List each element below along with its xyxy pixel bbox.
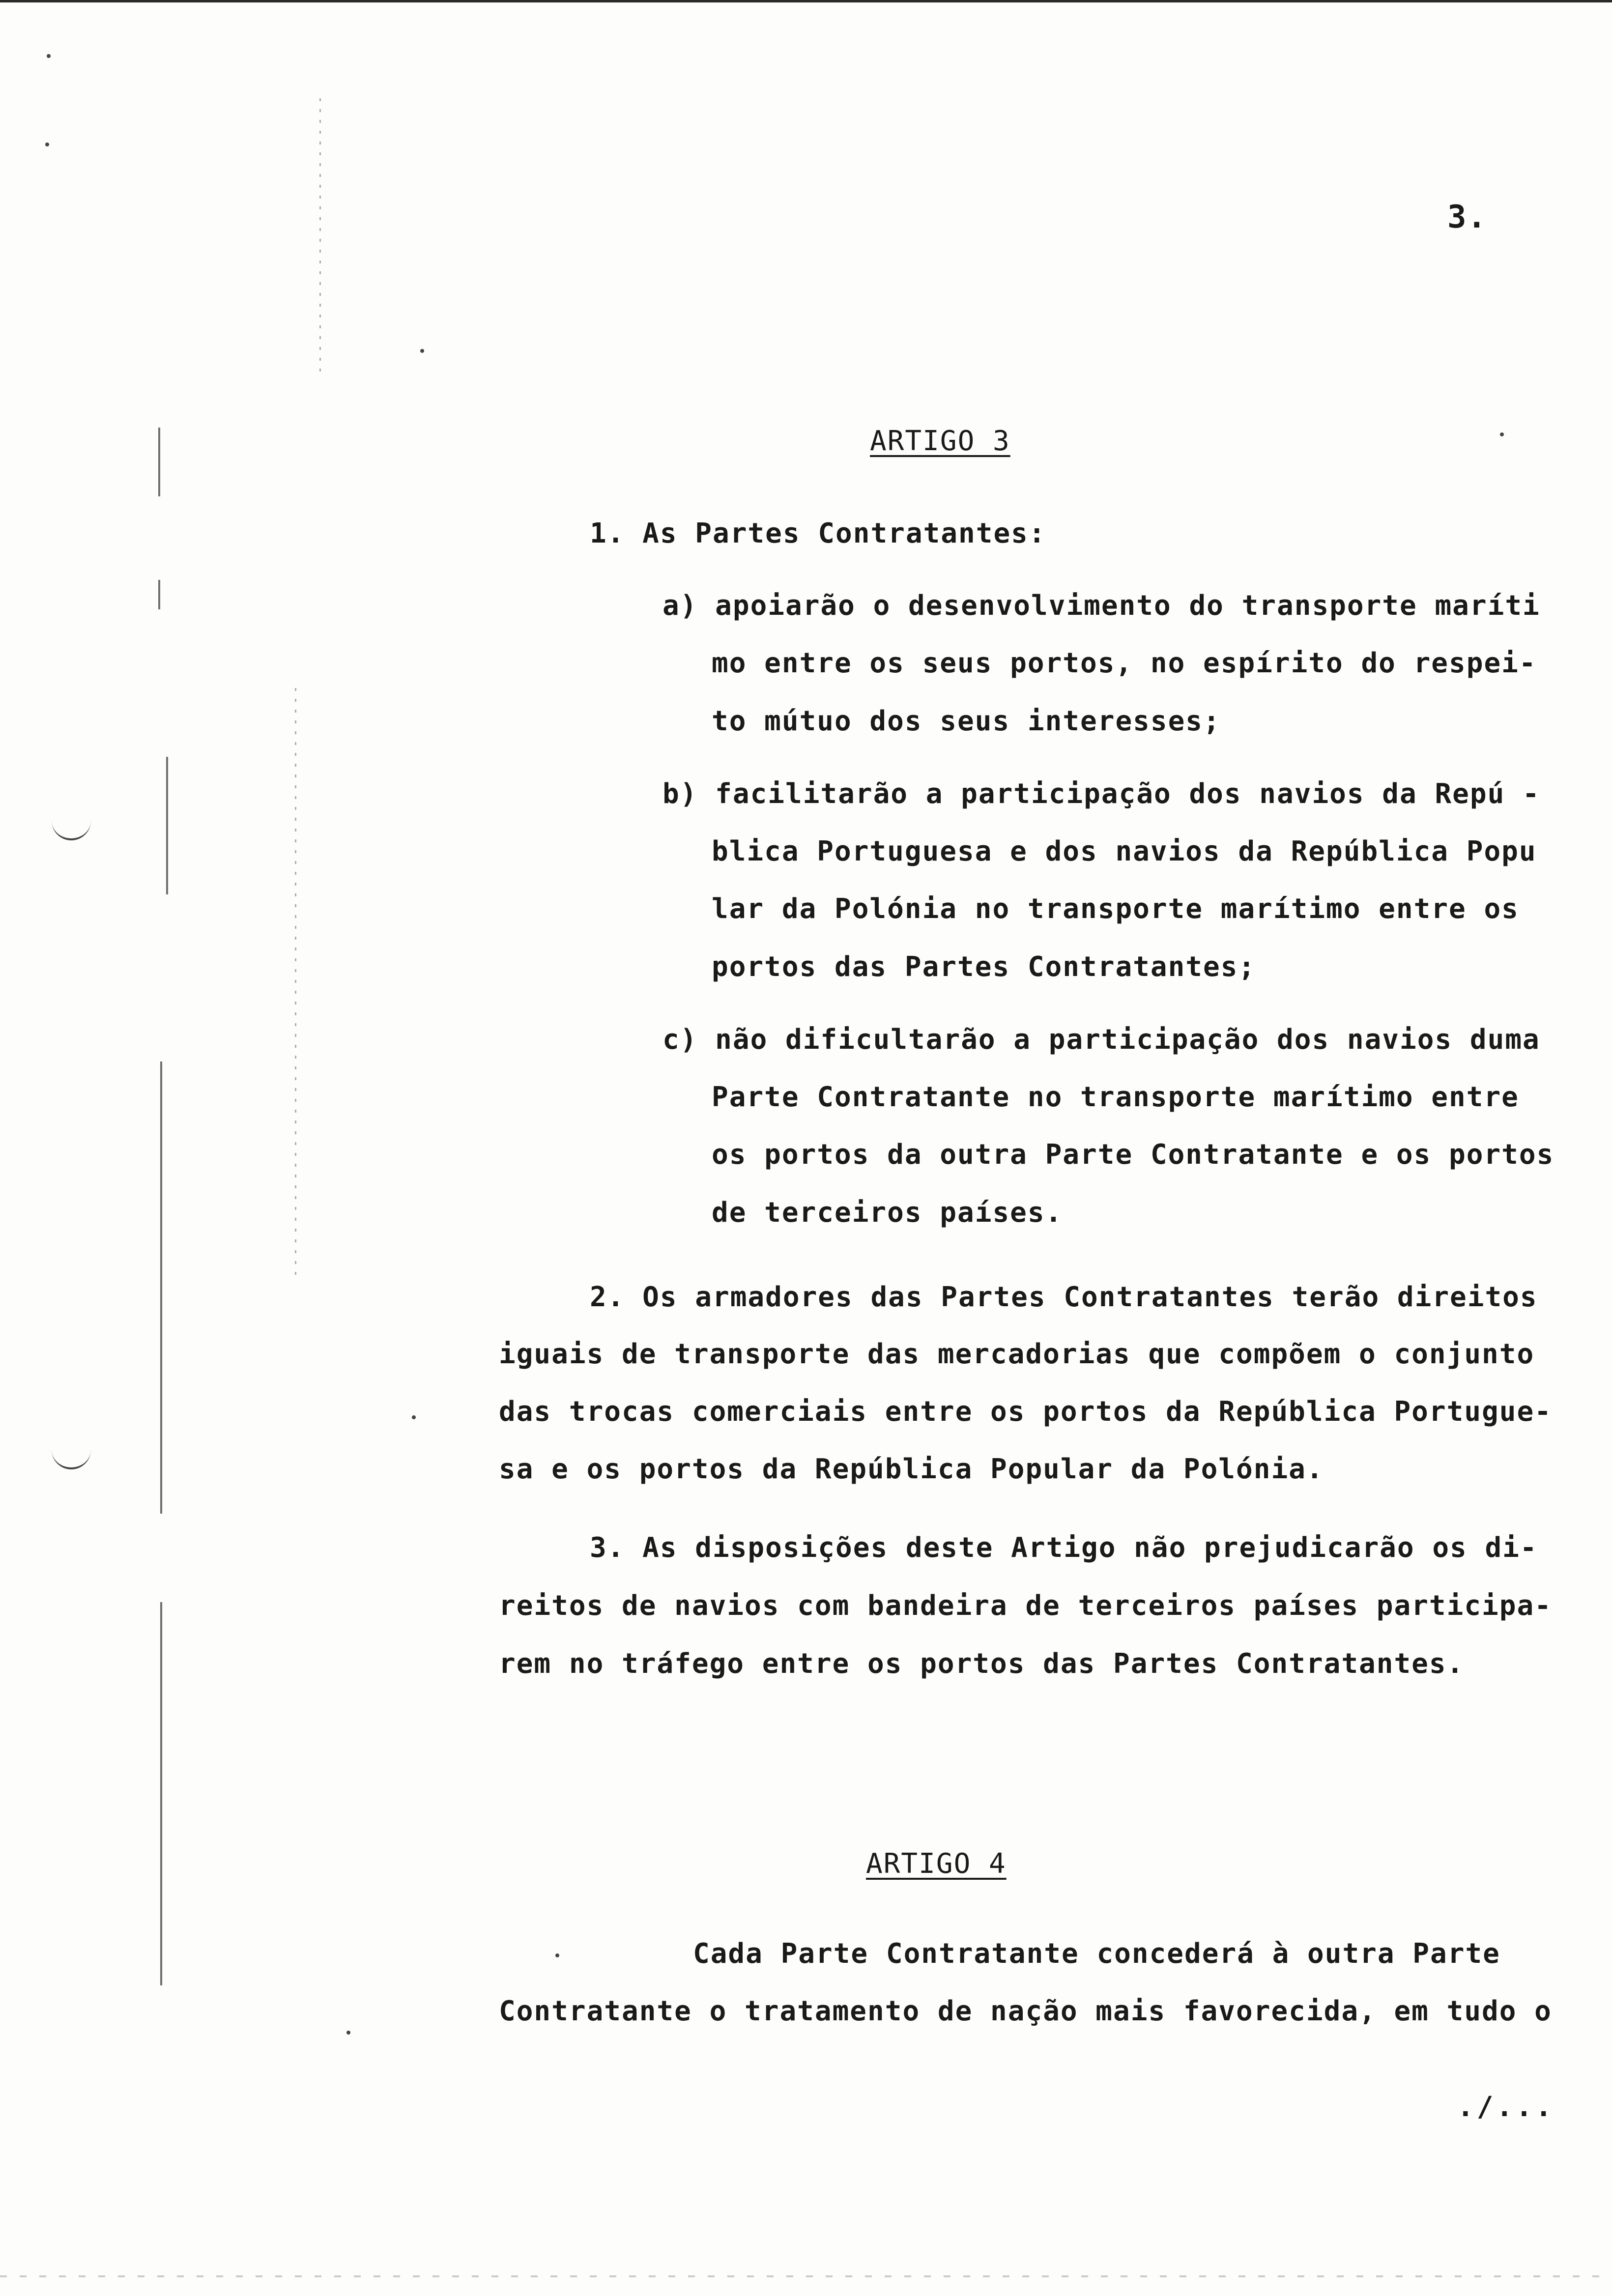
margin-dots [295, 688, 296, 1278]
margin-mark [160, 1062, 162, 1514]
item-c-line-3: os portos da outra Parte Contratante e os portos [712, 1139, 1554, 1171]
page-number: 3. [1447, 199, 1488, 235]
bottom-edge-noise [0, 2275, 1612, 2277]
scan-speck [346, 2031, 350, 2035]
scan-speck [45, 143, 49, 146]
scan-speck [420, 349, 424, 353]
item-a-line-2: mo entre os seus portos, no espírito do respei- [712, 647, 1537, 679]
margin-mark [166, 757, 168, 894]
article-4-line-2: Contratante o tratamento de nação mais favorecida, em tudo o [499, 1995, 1552, 2027]
item-c-line-4: de terceiros países. [712, 1197, 1063, 1229]
item-c-line-1: c) não dificultarão a participação dos navios duma [662, 1024, 1540, 1056]
article-3-heading: ARTIGO 3 [870, 425, 1010, 457]
paragraph-2-line-3: das trocas comerciais entre os portos da República Portugue- [499, 1396, 1552, 1428]
paragraph-2-line-2: iguais de transporte das mercadorias que compõem o conjunto [499, 1338, 1535, 1370]
scan-speck [47, 54, 51, 58]
continuation-mark: ./... [1457, 2091, 1555, 2123]
paragraph-3-line-3: rem no tráfego entre os portos das Partes Contratantes. [499, 1648, 1465, 1680]
scan-speck [555, 1953, 559, 1957]
scan-speck [1500, 432, 1504, 436]
margin-mark [160, 1602, 162, 1985]
paragraph-2-line-4: sa e os portos da República Popular da Polónia. [499, 1453, 1324, 1485]
top-edge-rule [0, 0, 1612, 2]
paragraph-1-intro: 1. As Partes Contratantes: [590, 517, 1046, 549]
paragraph-3-line-2: reitos de navios com bandeira de terceiros países participa- [499, 1590, 1552, 1622]
margin-mark [158, 580, 160, 609]
punch-hole-mark [52, 1450, 91, 1469]
item-b-line-4: portos das Partes Contratantes; [712, 951, 1256, 983]
article-4-heading: ARTIGO 4 [866, 1848, 1007, 1880]
margin-mark [158, 428, 160, 496]
item-c-line-2: Parte Contratante no transporte marítimo entre [712, 1081, 1519, 1113]
item-a-line-3: to mútuo dos seus interesses; [712, 705, 1221, 737]
article-4-line-1: Cada Parte Contratante concederá à outra Parte [693, 1938, 1500, 1970]
item-a-line-1: a) apoiarão o desenvolvimento do transporte maríti [662, 590, 1540, 622]
item-b-line-2: blica Portuguesa e dos navios da República Popu [712, 835, 1537, 867]
punch-hole-mark [52, 821, 91, 840]
margin-dots [319, 98, 321, 373]
item-b-line-1: b) facilitarão a participação dos navios da Repú - [662, 778, 1540, 810]
item-b-line-3: lar da Polónia no transporte marítimo entre os [712, 893, 1519, 925]
paragraph-2-line-1: 2. Os armadores das Partes Contratantes terão direitos [590, 1281, 1538, 1313]
scan-speck [412, 1415, 416, 1419]
paragraph-3-line-1: 3. As disposições deste Artigo não prejudicarão os di- [590, 1532, 1538, 1564]
